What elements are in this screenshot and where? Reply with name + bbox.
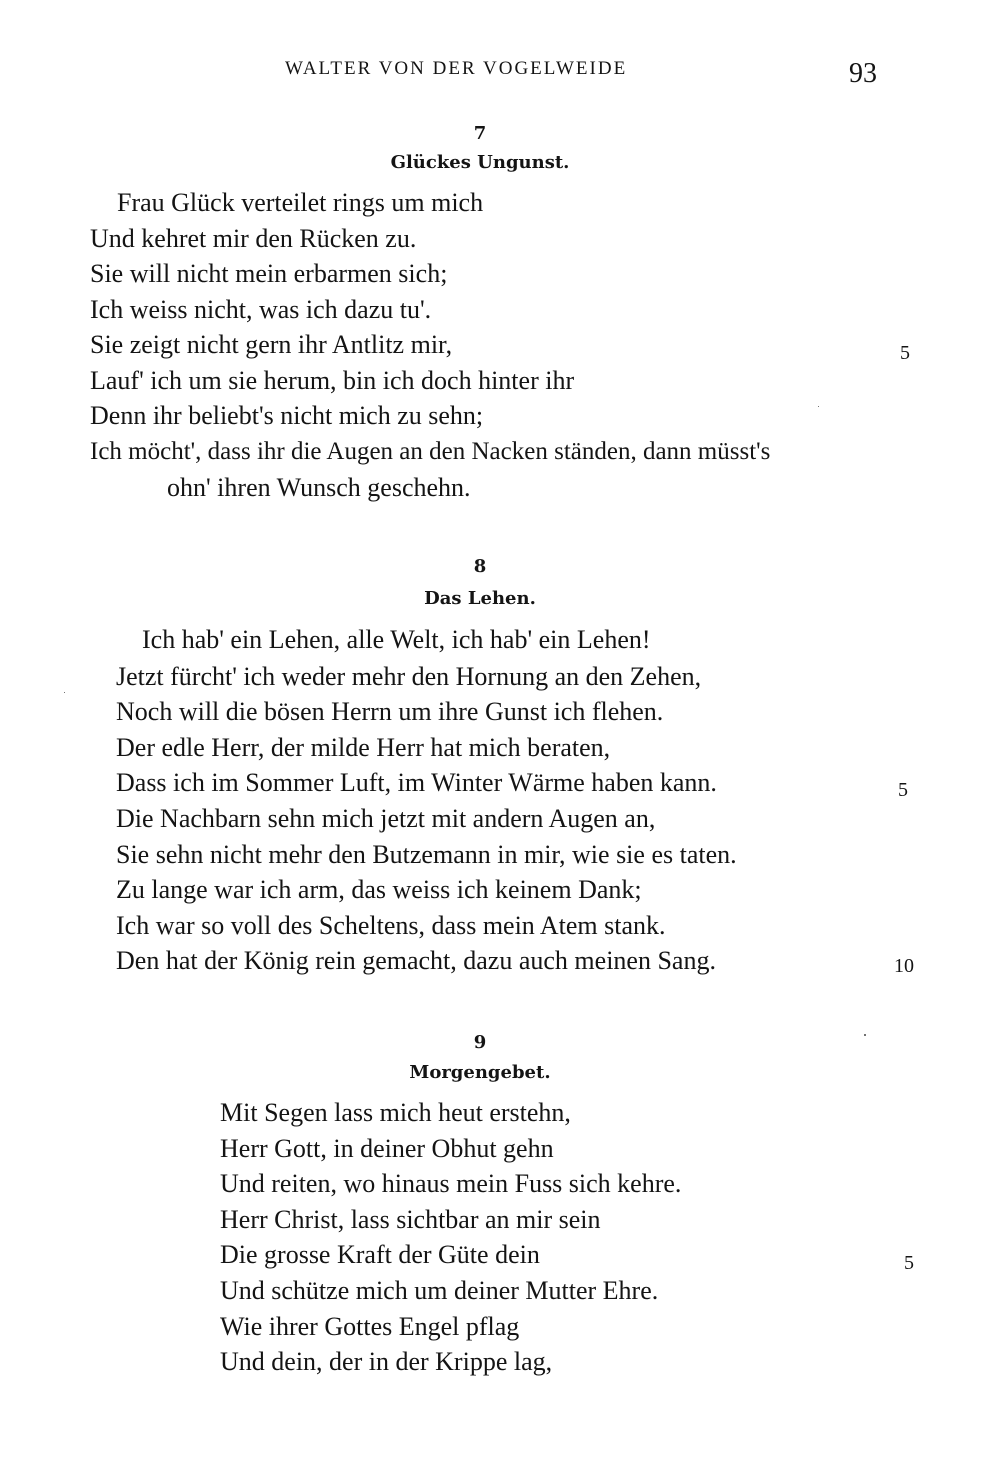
- poem-9-line-2: Herr Gott, in deiner Obhut gehn: [220, 1134, 554, 1163]
- poem-9-title: Morgengebet.: [409, 1062, 551, 1083]
- poem-8-line-marker-10: 10: [894, 955, 914, 977]
- poem-7-title: Glückes Ungunst.: [390, 152, 570, 173]
- poem-8-line-1: Ich hab' ein Lehen, alle Welt, ich hab' ein Lehen!: [142, 625, 651, 654]
- poem-7-line-7: Denn ihr beliebt's nicht mich zu sehn;: [90, 401, 484, 430]
- poem-7-line-8-continuation: ohn' ihren Wunsch geschehn.: [167, 473, 471, 502]
- poem-7-line-4: Ich weiss nicht, was ich dazu tu'.: [90, 295, 432, 324]
- poem-8-line-7: Sie sehn nicht mehr den Butzemann in mir, wie sie es taten.: [116, 840, 737, 869]
- poem-7-number: 7: [473, 123, 487, 144]
- scan-speck: [864, 1034, 866, 1036]
- poem-7-line-8: Ich möcht', dass ihr die Augen an den Nacken ständen, dann müsst's: [90, 438, 771, 465]
- poem-8-line-8: Zu lange war ich arm, das weiss ich keinem Dank;: [116, 875, 642, 904]
- poem-7-line-3: Sie will nicht mein erbarmen sich;: [90, 259, 448, 288]
- poem-7-line-6: Lauf' ich um sie herum, bin ich doch hinter ihr: [90, 366, 575, 395]
- poem-8-line-4: Der edle Herr, der milde Herr hat mich beraten,: [116, 733, 611, 762]
- poem-7-line-5: Sie zeigt nicht gern ihr Antlitz mir,: [90, 330, 453, 359]
- poem-8-line-marker-5: 5: [898, 779, 908, 801]
- scan-speck: [64, 692, 65, 693]
- poem-9-line-5: Die grosse Kraft der Güte dein: [220, 1240, 540, 1269]
- running-header: WALTER VON DER VOGELWEIDE: [285, 58, 628, 79]
- poem-8-line-6: Die Nachbarn sehn mich jetzt mit andern Augen an,: [116, 804, 656, 833]
- poem-8-line-9: Ich war so voll des Scheltens, dass mein Atem stank.: [116, 911, 666, 940]
- poem-8-line-10: Den hat der König rein gemacht, dazu auch meinen Sang.: [116, 946, 716, 975]
- poem-8-number: 8: [473, 556, 487, 577]
- poem-7-line-marker-5: 5: [900, 342, 910, 364]
- poem-8-line-5: Dass ich im Sommer Luft, im Winter Wärme haben kann.: [116, 768, 717, 797]
- poem-8-line-3: Noch will die bösen Herrn um ihre Gunst ich flehen.: [116, 697, 664, 726]
- poem-9-line-6: Und schütze mich um deiner Mutter Ehre.: [220, 1276, 659, 1305]
- poem-9-line-8: Und dein, der in der Krippe lag,: [220, 1347, 553, 1376]
- poem-8-line-2: Jetzt fürcht' ich weder mehr den Hornung an den Zehen,: [116, 662, 702, 691]
- poem-8-title: Das Lehen.: [424, 588, 536, 609]
- page-number: 93: [849, 58, 877, 89]
- poem-7-line-1: Frau Glück verteilet rings um mich: [117, 188, 484, 217]
- poem-9-line-1: Mit Segen lass mich heut erstehn,: [220, 1098, 571, 1127]
- poem-7-line-2: Und kehret mir den Rücken zu.: [90, 224, 417, 253]
- poem-9-line-7: Wie ihrer Gottes Engel pflag: [220, 1312, 520, 1341]
- scan-speck: [818, 406, 819, 407]
- poem-9-line-3: Und reiten, wo hinaus mein Fuss sich kehre.: [220, 1169, 682, 1198]
- poem-9-line-4: Herr Christ, lass sichtbar an mir sein: [220, 1205, 601, 1234]
- poem-9-line-marker-5: 5: [904, 1252, 914, 1274]
- poem-9-number: 9: [473, 1032, 487, 1053]
